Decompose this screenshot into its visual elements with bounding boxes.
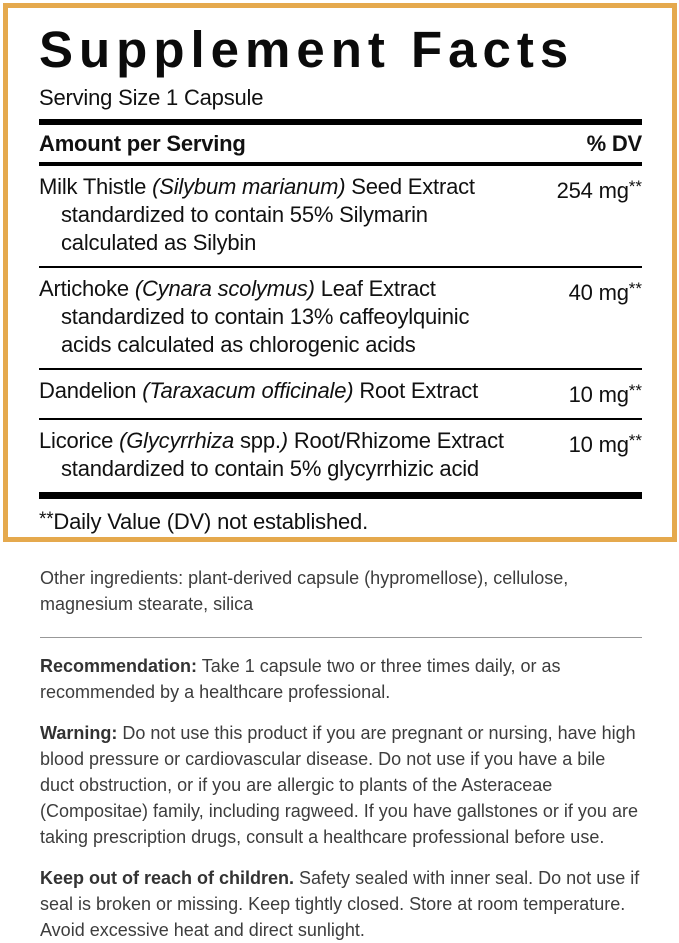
dv-asterisks: ** xyxy=(628,431,642,451)
ingredient-text: Licorice xyxy=(39,428,120,454)
warning: Warning: Do not use this product if you are pregnant or nursing, have high blood pressure or cardiovascular disease. Do not use if you have a bile duct obstruction, or if you are allergic to plants of the Asteraceae (Compositae) family, including ragweed. If you have gallstones or if you are taking prescription drugs, consult a healthcare professional before use. xyxy=(40,723,638,847)
table-header-row xyxy=(39,125,642,162)
ingredient-name xyxy=(39,275,569,359)
ingredient-text: Leaf Extract xyxy=(314,276,436,302)
dv-footnote-asterisks: ** xyxy=(39,509,54,531)
ingredient-detail: standardized to contain 5% glycyrrhizic acid xyxy=(61,456,479,482)
keep-out-of-reach: Keep out of reach of children. Safety sealed with inner seal. Do not use if seal is broken or missing. Keep tightly closed. Store at room temperature. Avoid excessive heat and direct sunlight. xyxy=(40,868,640,940)
ingredient-detail: acids calculated as chlorogenic acids xyxy=(61,332,416,358)
ingredient-name xyxy=(39,173,557,257)
ingredient-text: Seed Extract xyxy=(345,174,475,200)
ingredient-name xyxy=(39,427,569,483)
dv-asterisks: ** xyxy=(628,279,642,299)
rule-heavy-bottom xyxy=(39,492,642,499)
dv-asterisks: ** xyxy=(628,381,642,401)
serving-size: Serving Size 1 Capsule xyxy=(39,85,264,111)
ingredient-latin-name: (Taraxacum officinale) xyxy=(142,378,354,404)
section-divider xyxy=(40,637,642,638)
recommendation: Recommendation: Take 1 capsule two or three times daily, or as recommended by a healthcare professional. xyxy=(40,656,561,702)
keep-out-label: Keep out of reach of children. xyxy=(40,868,295,888)
panel-title: Supplement Facts xyxy=(39,21,575,78)
ingredient-latin-name: ) xyxy=(280,428,288,454)
ingredient-latin-name: (Silybum marianum) xyxy=(152,174,346,200)
ingredient-latin-name: (Glycyrrhiza xyxy=(119,428,240,454)
ingredient-amount: 10 mg** xyxy=(568,381,642,408)
label-info-sections xyxy=(0,542,679,943)
warning-label: Warning: xyxy=(40,723,118,743)
ingredient-amount: 40 mg** xyxy=(568,279,642,306)
ingredient-row-licorice xyxy=(39,420,642,492)
ingredient-text: Artichoke xyxy=(39,276,135,302)
ingredient-detail: standardized to contain 13% caffeoylquinic xyxy=(61,304,470,330)
ingredient-detail: calculated as Silybin xyxy=(61,230,257,256)
ingredient-detail: standardized to contain 55% Silymarin xyxy=(61,202,428,228)
supplement-facts-panel xyxy=(3,3,677,542)
other-ingredients: Other ingredients: plant-derived capsule (hypromellose), cellulose, magnesium stearate, silica xyxy=(40,568,569,614)
ingredient-row-dandelion xyxy=(39,370,642,418)
supplement-label xyxy=(0,3,679,943)
ingredient-name xyxy=(39,377,569,405)
recommendation-label: Recommendation: xyxy=(40,656,198,676)
ingredient-row-milk-thistle xyxy=(39,166,642,266)
ingredient-amount: 10 mg** xyxy=(568,431,642,458)
column-header-amount: Amount per Serving xyxy=(39,131,246,157)
ingredient-text: Milk Thistle xyxy=(39,174,153,200)
column-header-dv: % DV xyxy=(586,131,642,157)
ingredient-text: Dandelion xyxy=(39,378,143,404)
ingredient-text: Root/Rhizome Extract xyxy=(287,428,504,454)
ingredient-amount: 254 mg** xyxy=(556,177,642,204)
ingredient-text: Root Extract xyxy=(353,378,478,404)
ingredient-latin-name: (Cynara scolymus) xyxy=(134,276,315,302)
dv-asterisks: ** xyxy=(628,177,642,197)
ingredient-text: spp. xyxy=(239,428,281,454)
ingredient-row-artichoke xyxy=(39,268,642,368)
dv-footnote: **Daily Value (DV) not established. xyxy=(39,509,368,535)
